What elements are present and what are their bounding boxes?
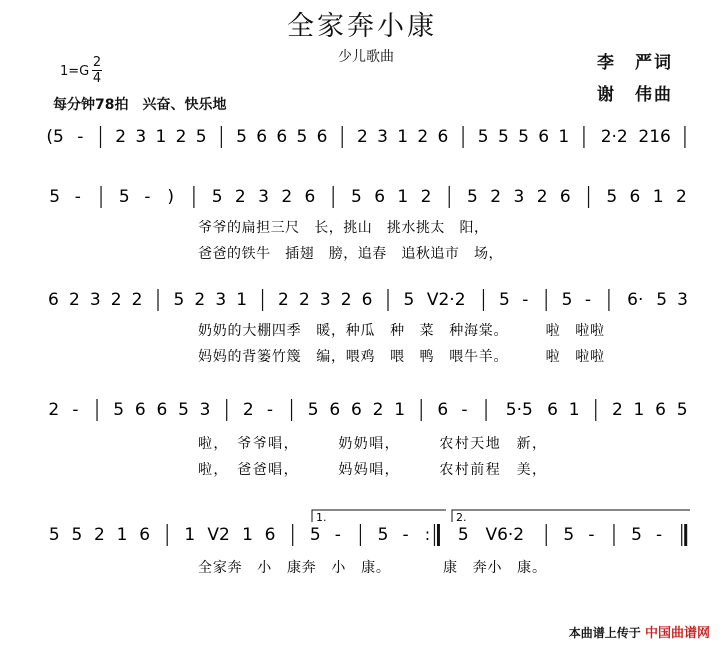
note-token: 2 <box>278 290 289 310</box>
note-token: 5 <box>497 127 509 147</box>
note-token: 5 <box>457 525 469 545</box>
note-token: 2 <box>611 400 623 420</box>
lyric-line: 奶奶的大棚四季 暖，种瓜 种 菜 种海棠。 啦 啦啦 <box>198 323 604 339</box>
note-token: 5 <box>71 525 83 545</box>
note-token: 6 <box>374 187 386 207</box>
note-token: V6·2 <box>485 525 525 545</box>
note-token: 2 <box>281 187 293 207</box>
note-token: 2 <box>536 187 548 207</box>
note-token: 5 <box>178 400 189 420</box>
volta-label-first: 1. <box>316 511 327 524</box>
note-token: 3 <box>135 127 147 147</box>
note-token: 5 <box>656 290 668 310</box>
note-token: 6 <box>48 290 59 310</box>
note-token: 1 <box>397 127 409 147</box>
time-signature-bottom: 4 <box>92 71 102 86</box>
note-token: 2 <box>356 127 368 147</box>
note-token: 6 <box>437 400 449 420</box>
note-token: 1 <box>184 525 196 545</box>
note-token: 3 <box>377 127 388 147</box>
key-signature: 1=G <box>60 64 90 79</box>
note-token: 6 <box>316 127 328 147</box>
note-token: 1 <box>394 400 406 420</box>
footer-text: 本曲谱上传于 <box>568 626 641 640</box>
lyric-line: 全家奔 小 康奔 小 康。 康 奔小 康。 <box>198 560 546 576</box>
note-token: 6· <box>627 290 644 310</box>
note-token: 5 <box>561 290 573 310</box>
note-token: 3 <box>215 290 227 310</box>
note-token: 5 <box>309 525 321 545</box>
volta-bracket-first <box>312 510 446 522</box>
note-token: - <box>461 400 468 420</box>
note-token: 2·2 <box>600 127 628 147</box>
note-token: 1 <box>155 127 167 147</box>
upload-footer <box>569 622 710 641</box>
note-token: 3 <box>319 290 331 310</box>
note-token: 5 <box>631 525 642 545</box>
note-token: 2 <box>340 290 352 310</box>
note-token: 5·5 <box>505 400 533 420</box>
note-token: (5 <box>46 127 64 147</box>
note-token: 5 <box>195 127 207 147</box>
note-token: 1 <box>397 187 409 207</box>
note-token: 5 <box>118 187 130 207</box>
note-token: 6 <box>655 400 666 420</box>
note-token: 5 <box>48 525 60 545</box>
note-token: 2 <box>48 400 60 420</box>
note-token: 5 <box>498 290 510 310</box>
note-token: 5 <box>477 127 489 147</box>
lyric-line: 爷爷的扁担三尺 长，挑山 挑水挑太 阳， <box>198 220 488 236</box>
note-token: - <box>77 127 84 147</box>
note-token: V2·2 <box>426 290 466 310</box>
note-token: ) <box>167 187 174 207</box>
note-token: 1 <box>633 400 645 420</box>
repeat-dots: : <box>424 525 431 544</box>
note-token: 2 <box>115 127 127 147</box>
note-token: 1 <box>568 400 580 420</box>
note-token: - <box>144 187 151 207</box>
note-token: 5 <box>350 187 362 207</box>
note-token: 5 <box>518 127 529 147</box>
note-token: 5 <box>49 187 61 207</box>
note-token: 1 <box>116 525 128 545</box>
note-token: 6 <box>437 127 449 147</box>
note-token: 1 <box>558 127 570 147</box>
note-token: 6 <box>559 187 571 207</box>
note-token: 6 <box>538 127 550 147</box>
note-token: 5 <box>173 290 185 310</box>
note-token: 6 <box>134 400 146 420</box>
note-token: 5 <box>676 400 688 420</box>
volta-label-second: 2. <box>456 511 467 524</box>
note-token: 2 <box>675 187 687 207</box>
note-token: 5 <box>467 187 478 207</box>
note-token: 5 <box>296 127 308 147</box>
note-token: 2 <box>372 400 384 420</box>
note-token: - <box>522 290 529 310</box>
note-token: 2 <box>490 187 502 207</box>
composer-credit: 谢 伟曲 <box>597 85 673 105</box>
note-token: 216 <box>638 127 671 147</box>
note-token: 5 <box>113 400 125 420</box>
note-token: 6 <box>361 290 373 310</box>
note-token: - <box>72 400 79 420</box>
note-token: 6 <box>350 400 362 420</box>
volta-bracket-second <box>452 510 690 522</box>
note-token: 2 <box>68 290 80 310</box>
song-title: 全家奔小康 <box>287 11 437 42</box>
lyric-line: 啦， 爸爸唱， 妈妈唱， 农村前程 美， <box>198 462 546 478</box>
note-token: 6 <box>547 400 558 420</box>
note-token: 3 <box>677 290 688 310</box>
note-token: 5 <box>403 290 415 310</box>
note-token: 6 <box>629 187 641 207</box>
note-token: 2 <box>94 525 105 545</box>
note-token: 2 <box>110 290 122 310</box>
song-subtitle: 少儿歌曲 <box>338 49 394 65</box>
note-token: 1 <box>236 290 248 310</box>
lyric-line: 妈妈的背篓竹篾 编，喂鸡 喂 鸭 喂牛羊。 啦 啦啦 <box>198 349 604 365</box>
note-token: - <box>266 400 274 420</box>
lyricist-credit: 李 严词 <box>597 53 673 73</box>
note-token: 2 <box>417 127 429 147</box>
note-token: 2 <box>194 290 206 310</box>
note-token: 3 <box>89 290 101 310</box>
lyric-line: 啦， 爷爷唱， 奶奶唱， 农村天地 新， <box>198 436 546 452</box>
note-token: 6 <box>264 525 276 545</box>
note-token: - <box>588 525 595 545</box>
note-token: 5 <box>307 400 319 420</box>
note-token: 6 <box>329 400 341 420</box>
note-token: 1 <box>242 525 253 545</box>
note-token: - <box>334 525 341 545</box>
note-token: 6 <box>156 400 168 420</box>
note-token: 6 <box>276 127 288 147</box>
note-token: - <box>656 525 663 545</box>
note-token: 3 <box>258 187 269 207</box>
note-token: 5 <box>606 187 618 207</box>
note-token: 2 <box>234 187 246 207</box>
note-token: - <box>74 187 81 207</box>
note-token: 2 <box>242 400 254 420</box>
tempo-marking: 每分钟78拍 兴奋、快乐地 <box>53 97 227 113</box>
note-token: 1 <box>652 187 664 207</box>
note-token: 5 <box>236 127 247 147</box>
note-token: 6 <box>256 127 268 147</box>
note-token: 2 <box>175 127 187 147</box>
note-token: - <box>402 525 409 545</box>
site-logo-text: 中国曲谱网 <box>644 626 710 641</box>
note-token: 3 <box>513 187 525 207</box>
note-token: V2 <box>207 525 230 545</box>
note-token: 2 <box>420 187 432 207</box>
time-signature-top: 2 <box>92 55 102 70</box>
note-token: 6 <box>304 187 316 207</box>
lyric-line: 爸爸的铁牛 插翅 膀，追春 追秋追市 场， <box>198 246 503 262</box>
note-token: 5 <box>211 187 223 207</box>
note-token: 2 <box>298 290 310 310</box>
note-token: 3 <box>199 400 211 420</box>
note-token: 6 <box>139 525 151 545</box>
note-token: 5 <box>563 525 575 545</box>
note-token: 2 <box>131 290 143 310</box>
note-token: 5 <box>377 525 389 545</box>
note-token: - <box>584 290 592 310</box>
